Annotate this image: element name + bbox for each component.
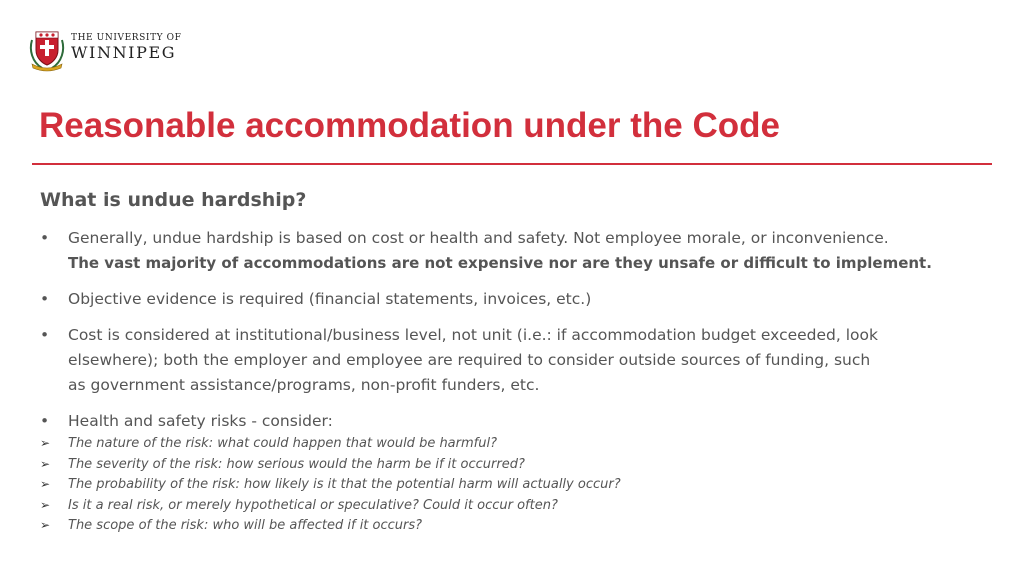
list-item-text: The severity of the risk: how serious would the harm be if it occurred?	[68, 456, 525, 472]
logo-line-2: WINNIPEG	[71, 43, 177, 62]
list-item	[40, 455, 990, 476]
bullet-bold-text: The vast majority of accommodations are not expensive nor are they unsafe or difficult to implement.	[68, 254, 932, 272]
university-wordmark	[71, 33, 182, 62]
arrow-bullet-icon: ➢	[40, 497, 51, 512]
bullet-text: Health and safety risks - consider:	[68, 412, 333, 430]
university-crest-icon	[28, 26, 66, 72]
arrow-bullet-icon: ➢	[40, 518, 51, 532]
list-item-text: Is it a real risk, or merely hypothetical or speculative? Could it occur often?	[68, 497, 558, 513]
bullet-text: Cost is considered at institutional/business level, not unit (i.e.: if accommodation budget exceeded, look	[68, 326, 878, 344]
list-item	[40, 516, 990, 537]
bullet-item	[40, 409, 990, 434]
list-item	[40, 496, 990, 517]
arrow-bullet-icon: ➢	[40, 477, 51, 491]
title-divider	[32, 163, 992, 165]
list-item-text: The probability of the risk: how likely is it that the potential harm will actually occur?	[68, 477, 621, 492]
bullet-icon: •	[40, 290, 50, 308]
slide-subheading: What is undue hardship?	[40, 189, 307, 211]
bullet-item	[40, 323, 990, 398]
slide-title: Reasonable accommodation under the Code	[39, 106, 780, 145]
slide-body	[40, 226, 990, 537]
list-item-text: The nature of the risk: what could happen that would be harmful?	[68, 436, 497, 451]
bullet-text: elsewhere); both the employer and employee are required to consider outside sources of funding, such	[68, 351, 871, 369]
university-logo	[28, 26, 182, 72]
logo-line-1: THE UNIVERSITY OF	[71, 33, 182, 43]
list-item	[40, 475, 990, 496]
bullet-item	[40, 226, 990, 276]
bullet-item	[40, 287, 990, 312]
list-item	[40, 434, 990, 455]
bullet-text: as government assistance/programs, non-profit funders, etc.	[68, 376, 540, 394]
bullet-icon: •	[40, 229, 50, 247]
arrow-bullet-icon: ➢	[40, 456, 51, 471]
bullet-icon: •	[40, 412, 50, 430]
bullet-icon: •	[40, 326, 50, 344]
bullet-text: Objective evidence is required (financial statements, invoices, etc.)	[68, 290, 592, 308]
arrow-bullet-icon: ➢	[40, 436, 51, 450]
bullet-text: Generally, undue hardship is based on cost or health and safety. Not employee morale, or inconvenience.	[68, 229, 889, 247]
list-item-text: The scope of the risk: who will be affected if it occurs?	[68, 518, 423, 533]
risk-considerations-list	[40, 434, 990, 537]
